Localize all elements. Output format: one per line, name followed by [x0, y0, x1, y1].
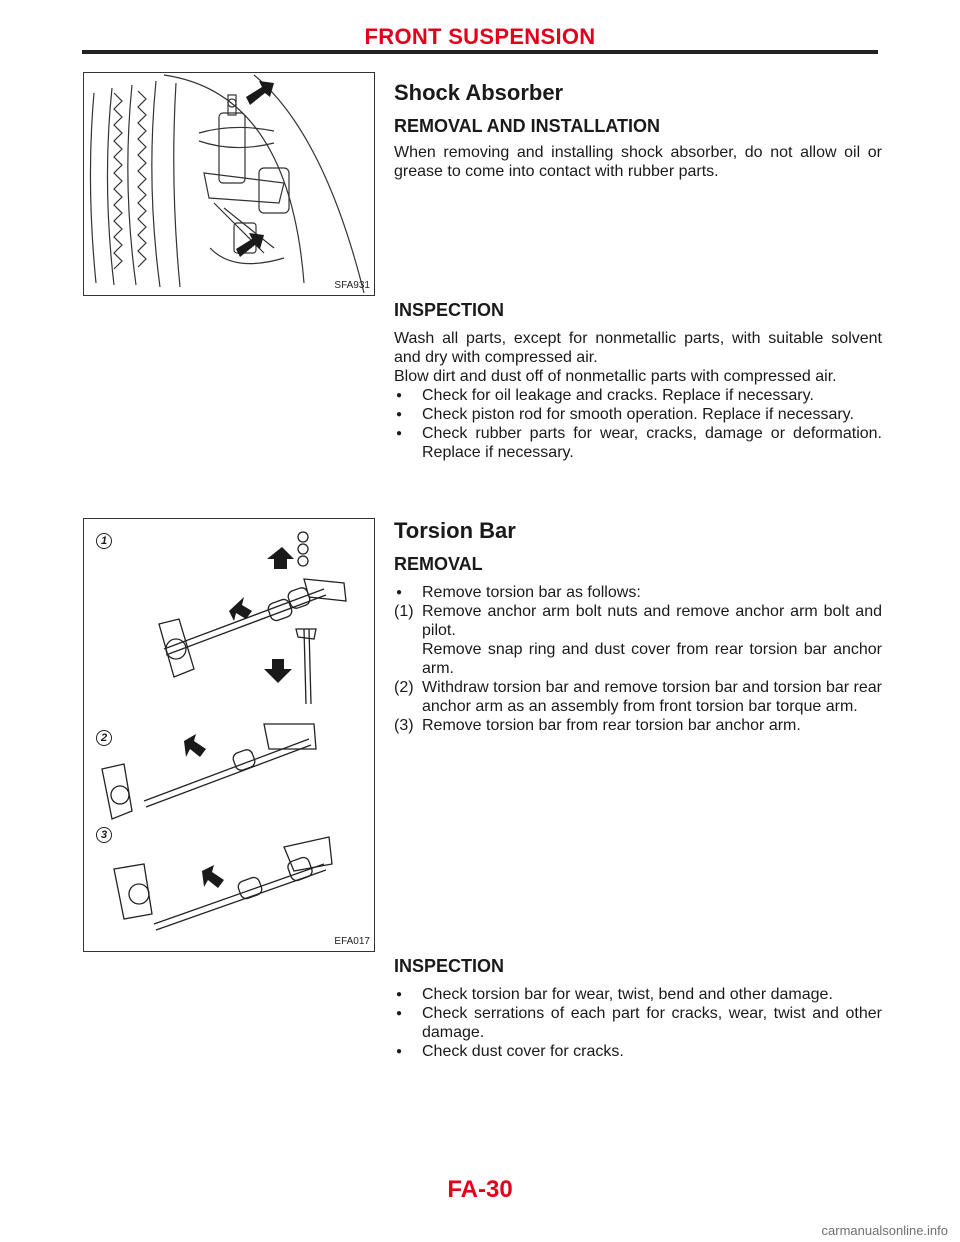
list-item-text: Check dust cover for cracks.	[422, 1043, 624, 1060]
subsection-heading: INSPECTION	[394, 300, 505, 320]
bullet-icon: ●	[396, 989, 403, 1000]
arrow-icon	[202, 865, 224, 888]
shock-absorber-illustration	[84, 73, 374, 295]
arrow-up-icon	[267, 547, 294, 569]
list-item	[394, 424, 882, 462]
torsion-bar-figure	[83, 518, 375, 952]
step-text: Withdraw torsion bar and remove torsion bar and torsion bar rear anchor arm as an assembly from front torsion bar torque arm.	[422, 679, 882, 715]
step-number: (3)	[394, 717, 414, 734]
step-text: Remove torsion bar from rear torsion bar anchor arm.	[422, 717, 801, 734]
section-header-title: FRONT SUSPENSION	[364, 24, 596, 49]
list-item	[394, 985, 882, 1004]
torsion-inspection-section	[394, 956, 882, 1061]
shock-inspection-section	[394, 300, 882, 462]
page-number: FA-30	[447, 1176, 513, 1203]
step-1-label: 1	[96, 533, 112, 549]
header-rule	[82, 50, 878, 54]
step-2-label: 2	[96, 730, 112, 746]
paragraph: Blow dirt and dust off of nonmetallic parts with compressed air.	[394, 368, 837, 385]
bullet-icon: ●	[396, 1008, 403, 1019]
figure-code: EFA017	[334, 936, 370, 947]
arrow-icon	[184, 734, 206, 757]
section-title: Shock Absorber	[394, 80, 564, 105]
list-item-text: Check rubber parts for wear, cracks, damage or deformation. Replace if necessary.	[422, 425, 882, 461]
step-item	[394, 678, 882, 716]
figure-code: SFA931	[334, 280, 370, 291]
step-number: (2)	[394, 679, 414, 696]
step-text: Remove anchor arm bolt nuts and remove anchor arm bolt and pilot.	[422, 603, 882, 639]
list-item	[394, 1004, 882, 1042]
list-item	[394, 386, 882, 405]
step-subtext-text: Remove snap ring and dust cover from rear torsion bar anchor arm.	[422, 641, 882, 677]
list-item	[394, 1042, 882, 1061]
step-subtext	[394, 640, 882, 678]
subsection-heading: INSPECTION	[394, 956, 505, 976]
list-item-text: Check piston rod for smooth operation. Replace if necessary.	[422, 406, 854, 423]
step-number: (1)	[394, 603, 414, 620]
bullet-icon: ●	[396, 428, 403, 439]
paragraph: When removing and installing shock absorber, do not allow oil or grease to come into contact with rubber parts.	[394, 144, 882, 180]
list-item-text: Check for oil leakage and cracks. Replace if necessary.	[422, 387, 814, 404]
arrow-icon	[246, 81, 274, 105]
step-item	[394, 716, 882, 735]
section-title: Torsion Bar	[394, 518, 516, 543]
step-3-label: 3	[96, 827, 112, 843]
list-item-text: Check serrations of each part for cracks, wear, twist and other damage.	[422, 1005, 882, 1041]
bullet-icon: ●	[396, 390, 403, 401]
torsion-bar-illustration	[84, 519, 374, 951]
torsion-bar-section	[394, 518, 882, 735]
paragraph: Wash all parts, except for nonmetallic parts, with suitable solvent and dry with compressed air.	[394, 330, 882, 366]
list-item-text: Check torsion bar for wear, twist, bend and other damage.	[422, 986, 833, 1003]
bullet-icon: ●	[396, 409, 403, 420]
subsection-heading: REMOVAL AND INSTALLATION	[394, 116, 660, 136]
list-item-text: Remove torsion bar as follows:	[422, 584, 641, 601]
list-item	[394, 405, 882, 424]
step-item	[394, 602, 882, 640]
subsection-heading: REMOVAL	[394, 554, 483, 574]
shock-absorber-section	[394, 80, 882, 181]
shock-absorber-figure	[83, 72, 375, 296]
bullet-icon: ●	[396, 587, 403, 598]
arrow-down-icon	[264, 659, 292, 683]
bullet-icon: ●	[396, 1046, 403, 1057]
watermark-text: carmanualsonline.info	[821, 1223, 948, 1238]
list-item	[394, 583, 882, 602]
